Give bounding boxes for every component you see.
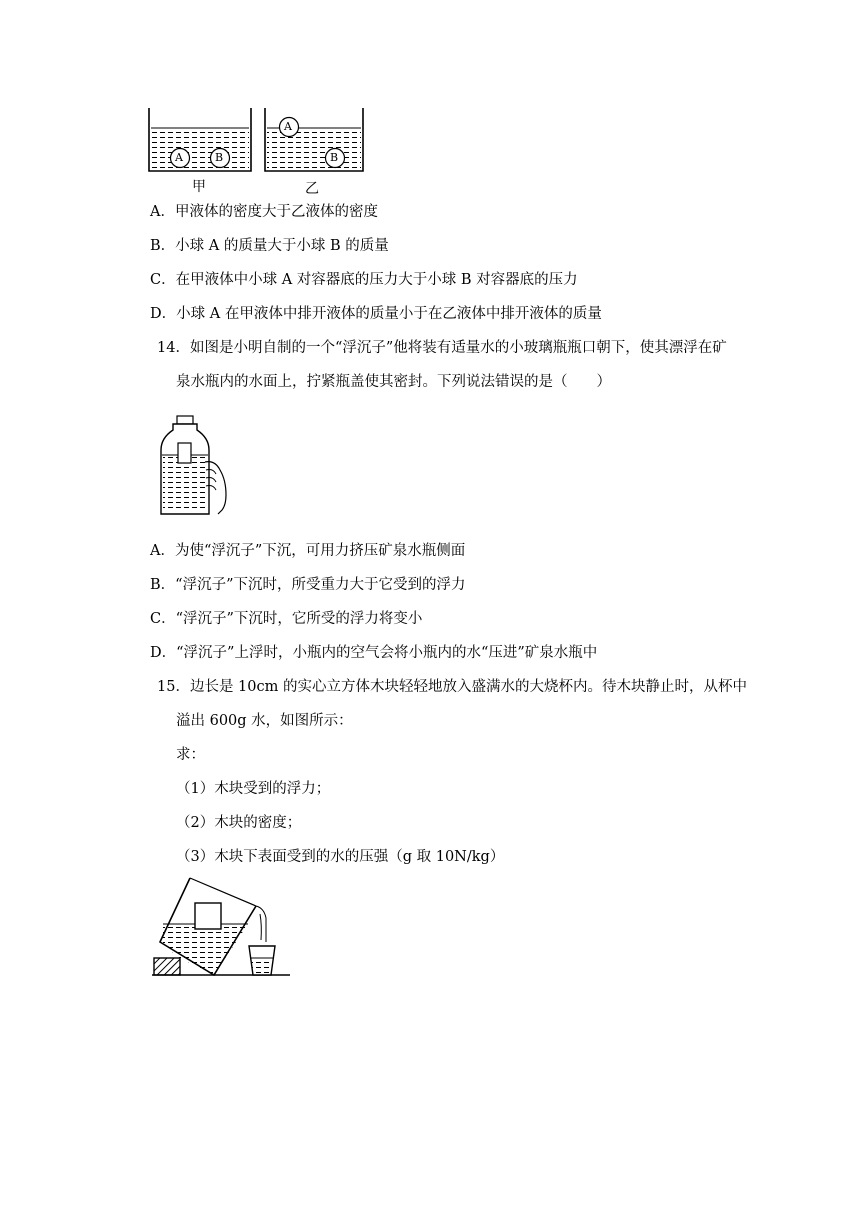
q14-stem-line2: 泉水瓶内的水面上，拧紧瓶盖使其密封。下列说法错误的是（ ） (176, 374, 611, 390)
label-jia: 甲 (192, 179, 206, 195)
q15-part-3: （3）木块下表面受到的水的压强（g 取 10N/kg） (176, 849, 505, 865)
q15-part-2: （2）木块的密度； (176, 815, 302, 831)
q14-stem-line1: 14．如图是小明自制的一个“浮沉子”他将装有适量水的小玻璃瓶瓶口朝下，使其漂浮在矿 (157, 340, 727, 356)
q13-option-b: B．小球 A 的质量大于小球 B 的质量 (150, 238, 389, 254)
q14-option-c: C．“浮沉子”下沉时，它所受的浮力将变小 (150, 611, 423, 627)
q15-ask: 求： (176, 747, 205, 763)
q13-option-a: A．甲液体的密度大于乙液体的密度 (150, 204, 378, 220)
label-yi: 乙 (305, 181, 319, 197)
q13-option-d: D．小球 A 在甲液体中排开液体的质量小于在乙液体中排开液体的质量 (150, 306, 602, 322)
ball-a-right-label: A (284, 120, 292, 133)
q14-option-d: D．“浮沉子”上浮时，小瓶内的空气会将小瓶内的水“压进”矿泉水瓶中 (150, 645, 598, 661)
wood-block (195, 903, 221, 929)
q13-option-c: C．在甲液体中小球 A 对容器底的压力大于小球 B 对容器底的压力 (150, 272, 578, 288)
ball-a-left-label: A (175, 151, 183, 164)
q14-option-a: A．为使“浮沉子”下沉，可用力挤压矿泉水瓶侧面 (150, 543, 466, 559)
ball-b-left-label: B (215, 151, 224, 164)
q14-option-b: B．“浮沉子”下沉时，所受重力大于它受到的浮力 (150, 577, 466, 593)
q15-stem-line1: 15．边长是 10cm 的实心立方体木块轻轻地放入盛满水的大烧杯内。待木块静止时，从杯中 (157, 679, 747, 695)
ball-b-right-label: B (330, 151, 339, 164)
q15-stem-line2: 溢出 600g 水，如图所示： (176, 713, 353, 729)
q15-part-1: （1）木块受到的浮力； (176, 781, 331, 797)
